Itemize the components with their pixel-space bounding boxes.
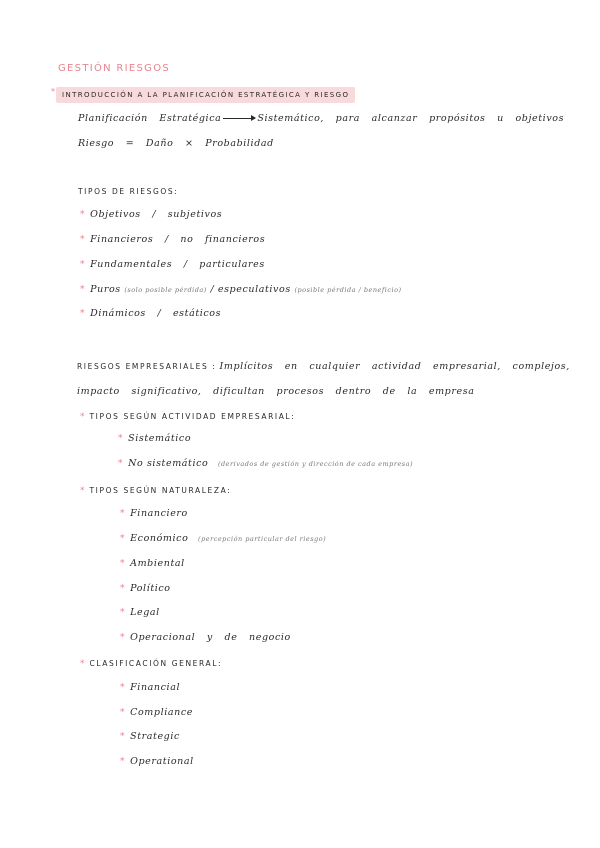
empresariales-text: Implícitos en cualquier actividad empresarial, complejos,	[219, 361, 570, 372]
heading-label: TIPOS SEGÚN ACTIVIDAD EMPRESARIAL:	[89, 412, 296, 421]
list-item-actividad	[118, 433, 191, 445]
list-item-tipos	[80, 259, 265, 271]
planificacion-definition: Sistemático, para alcanzar propósitos u objetivos	[257, 113, 565, 124]
list-item-clasificacion	[120, 707, 193, 719]
list-item-tipos	[80, 284, 402, 296]
list-item-naturaleza	[120, 632, 291, 644]
bullet-icon: *	[120, 708, 126, 718]
bullet-icon: *	[120, 584, 126, 594]
list-item-naturaleza	[120, 607, 160, 619]
list-item-naturaleza	[120, 508, 188, 520]
heading-label: TIPOS SEGÚN NATURALEZA:	[89, 486, 232, 495]
list-item-label: Fundamentales / particulares	[90, 259, 265, 270]
bullet-icon: *	[120, 509, 126, 519]
bullet-icon: *	[80, 309, 86, 319]
heading-label: CLASIFICACIÓN GENERAL:	[89, 659, 223, 668]
bullet-icon: *	[80, 412, 85, 422]
list-item-label: Político	[130, 583, 171, 594]
list-item-label: Financial	[130, 682, 181, 693]
clasificacion-heading	[80, 658, 222, 670]
bullet-icon: *	[80, 235, 86, 245]
bullet-icon: *	[120, 534, 126, 544]
list-item-label: Financiero	[130, 508, 188, 519]
bullet-icon: *	[120, 608, 126, 618]
list-item-naturaleza	[120, 558, 185, 570]
bullet-icon: *	[80, 285, 86, 295]
page-title: GESTIÓN RIESGOS	[58, 63, 171, 74]
bullet-icon: *	[118, 434, 124, 444]
list-item-naturaleza	[120, 533, 326, 545]
bullet-icon: *	[118, 459, 124, 469]
bullet-icon: *	[80, 659, 85, 669]
list-item-label: Ambiental	[130, 558, 185, 569]
list-item-label: Económico	[130, 533, 189, 544]
bullet-icon: *	[120, 757, 126, 767]
bullet-icon: *	[120, 559, 126, 569]
list-item-label: Legal	[130, 607, 160, 618]
list-item-label: Dinámicos / estáticos	[90, 308, 222, 319]
list-item-label: Objetivos / subjetivos	[90, 209, 223, 220]
tipos-heading: TIPOS DE RIESGOS:	[78, 187, 179, 196]
bullet-icon: *	[80, 260, 86, 270]
list-item-label: Operational	[130, 756, 194, 767]
bullet-icon: *	[80, 486, 85, 496]
list-item-tipos	[80, 209, 222, 221]
empresariales-heading: RIESGOS EMPRESARIALES :	[77, 362, 217, 371]
bullet-icon: *	[80, 210, 86, 220]
riesgo-formula: Riesgo = Daño × Probabilidad	[78, 138, 274, 149]
list-item-clasificacion	[120, 731, 180, 743]
naturaleza-heading	[80, 485, 231, 497]
list-item-label: Sistemático	[128, 433, 192, 444]
bullet-icon: *	[51, 87, 55, 96]
planificacion-term: Planificación Estratégica	[78, 113, 222, 124]
list-item-actividad	[118, 458, 413, 470]
actividad-heading	[80, 411, 295, 423]
list-item-label: / especulativos	[210, 284, 291, 295]
empresariales-line1	[77, 361, 570, 373]
list-item-label: Compliance	[130, 707, 193, 718]
bullet-icon: *	[120, 683, 126, 693]
list-item-label: Strategic	[130, 731, 180, 742]
bullet-icon: *	[120, 633, 126, 643]
bullet-icon: *	[120, 732, 126, 742]
list-item-label: No sistemático	[128, 458, 209, 469]
section-heading-intro: INTRODUCCIÓN A LA PLANIFICACIÓN ESTRATÉGICA Y RIESGO	[56, 87, 355, 103]
empresariales-line2: impacto significativo, dificultan procesos dentro de la empresa	[77, 386, 475, 397]
list-item-note: (solo posible pérdida)	[124, 286, 207, 294]
list-item-clasificacion	[120, 682, 180, 694]
list-item-tipos	[80, 234, 265, 246]
list-item-label: Financieros / no financieros	[90, 234, 266, 245]
list-item-label: Puros	[90, 284, 121, 295]
list-item-clasificacion	[120, 756, 194, 768]
list-item-note: (posible pérdida / beneficio)	[294, 286, 402, 294]
list-item-note: (derivados de gestión y dirección de cada empresa)	[217, 460, 414, 468]
list-item-tipos	[80, 308, 221, 320]
arrow-right-icon	[223, 118, 255, 119]
planificacion-line	[78, 113, 564, 125]
list-item-label: Operacional y de negocio	[130, 632, 291, 643]
list-item-note: (percepción particular del riesgo)	[198, 535, 327, 543]
list-item-naturaleza	[120, 583, 171, 595]
